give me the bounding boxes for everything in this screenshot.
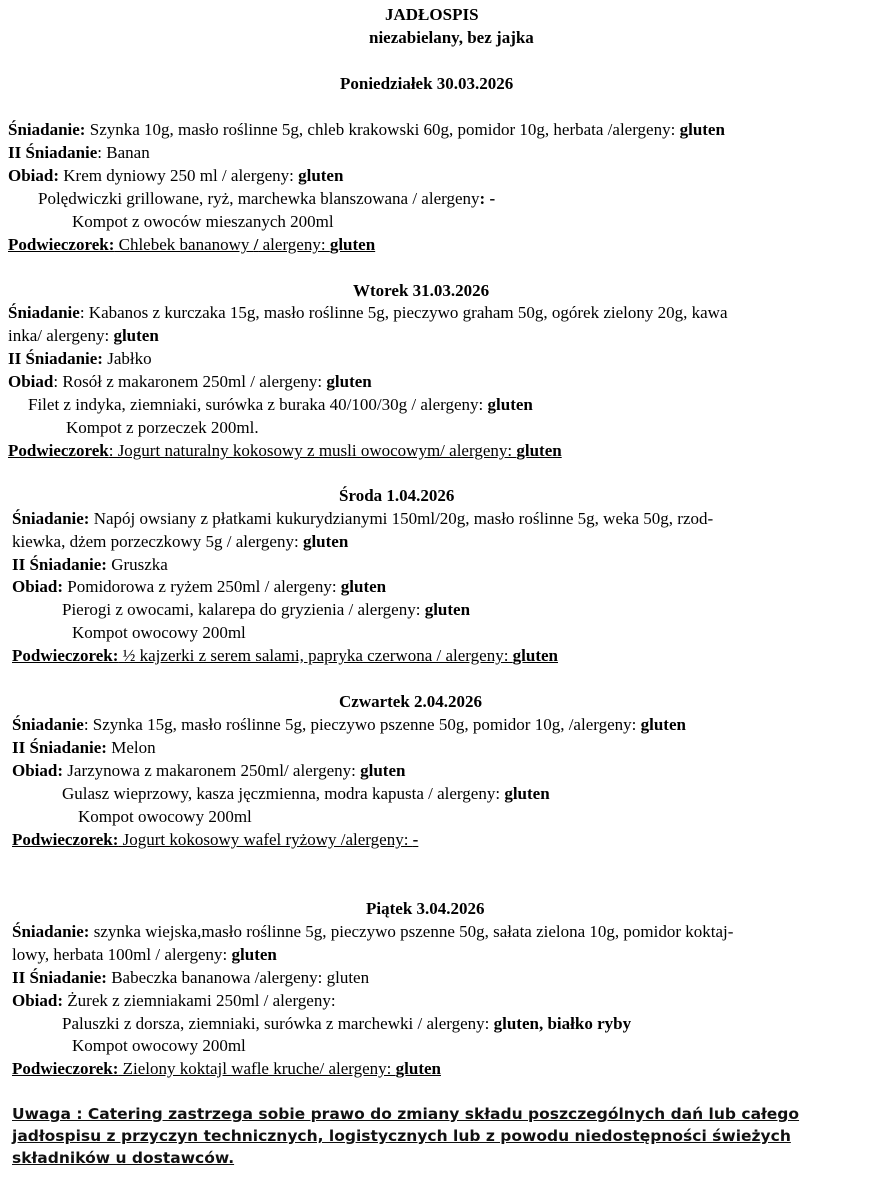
meal-label: Obiad [8,372,54,391]
meal-text: Jogurt kokosowy wafel ryżowy /alergeny: [118,830,413,849]
meal-text: Pomidorowa z ryżem 250ml / alergeny: [63,577,341,596]
menu-line [28,394,533,416]
allergen: gluten [326,372,372,391]
allergen: gluten [113,326,159,345]
menu-line [38,188,495,210]
meal-label: Obiad: [12,761,64,780]
allergen: gluten, białko ryby [493,1014,632,1033]
meal-text: Kompot owocowy 200ml [72,1036,246,1055]
meal-label: Podwieczorek: [8,235,115,254]
meal-text: : Jogurt naturalny kokosowy z musli owocowym/ alergeny: [108,441,517,460]
meal-text: Kompot owocowy 200ml [78,807,252,826]
menu-line [12,531,348,553]
meal-label: Obiad: [8,166,60,185]
meal-text: Pierogi z owocami, kalarepa do gryzienia / alergeny: [62,600,425,619]
meal-text: Szynka 10g, masło roślinne 5g, chleb krakowski 60g, pomidor 10g, herbata /alergeny: [85,120,680,139]
allergen: gluten [512,646,559,665]
menu-line [72,1035,246,1057]
meal-text: Kompot z porzeczek 200ml. [66,418,259,437]
meal-text: : Szynka 15g, masło roślinne 5g, pieczywo pszenne 50g, pomidor 10g, /alergeny: [83,715,641,734]
menu-line [8,142,150,164]
allergen: gluten [487,395,533,414]
meal-label: II Śniadanie: [12,555,107,574]
allergen: : - [479,189,496,208]
meal-text: Chlebek bananowy [114,235,254,254]
menu-line [12,645,558,667]
day-heading-thursday: Czwartek 2.04.2026 [339,692,483,711]
meal-label: Śniadanie: [8,120,86,139]
menu-line [12,1058,441,1080]
day-heading-wednesday: Środa 1.04.2026 [339,486,455,505]
meal-label: Obiad: [12,577,64,596]
meal-label: Śniadanie: [12,922,90,941]
meal-text: Gulasz wieprzowy, kasza jęczmienna, modra kapusta / alergeny: [62,784,505,803]
meal-text: kiewka, dżem porzeczkowy 5g / alergeny: [12,532,303,551]
menu-subtitle: niezabielany, bez jajka [369,28,534,47]
menu-line [8,440,562,462]
menu-title: JADŁOSPIS [385,5,479,24]
menu-line [12,967,369,989]
meal-text: Babeczka bananowa /alergeny: gluten [106,968,370,987]
meal-label: II Śniadanie [8,143,98,162]
meal-label: Obiad: [12,991,64,1010]
meal-text: Jarzynowa z makaronem 250ml/ alergeny: [63,761,361,780]
meal-text: : Banan [97,143,150,162]
meal-text: : Kabanos z kurczaka 15g, masło roślinne 5g, pieczywo graham 50g, ogórek zielony 20g, kawa [79,303,728,322]
meal-text: Kompot z owoców mieszanych 200ml [72,212,334,231]
menu-line [8,325,159,347]
menu-line [8,165,343,187]
menu-line [72,211,334,233]
allergen: gluten [679,120,725,139]
allergen: gluten [504,784,550,803]
meal-label: Śniadanie: [12,509,90,528]
meal-text: : Rosół z makaronem 250ml / alergeny: [53,372,327,391]
menu-line [12,714,686,736]
meal-label: Śniadanie [12,715,84,734]
meal-label: Podwieczorek [8,441,109,460]
meal-text: Jabłko [102,349,152,368]
allergen: gluten [640,715,686,734]
allergen: gluten [340,577,387,596]
menu-line [8,371,372,393]
menu-line [62,599,470,621]
meal-text: alergeny: [258,235,330,254]
meal-text: ½ kajzerki z serem salami, papryka czerwona / alergeny: [118,646,513,665]
meal-label: Podwieczorek: [12,646,119,665]
meal-text: szynka wiejska,masło roślinne 5g, pieczywo pszenne 50g, sałata zielona 10g, pomidor koktaj- [89,922,734,941]
notice-line: składników u dostawców. [12,1149,235,1167]
meal-text: Filet z indyka, ziemniaki, surówka z buraka 40/100/30g / alergeny: [28,395,488,414]
meal-text: Paluszki z dorsza, ziemniaki, surówka z marchewki / alergeny: [62,1014,494,1033]
menu-line [12,760,405,782]
menu-line [8,234,375,256]
menu-line [8,119,725,141]
allergen: gluten [360,761,406,780]
allergen: gluten [329,235,376,254]
catering-notice [12,1103,832,1169]
menu-line [12,990,336,1012]
meal-label: Podwieczorek: [12,830,119,849]
notice-line: Uwaga : Catering zastrzega sobie prawo do zmiany składu poszczególnych dań lub całego [12,1105,800,1123]
meal-text: Gruszka [106,555,168,574]
day-heading-monday: Poniedziałek 30.03.2026 [340,74,514,93]
meal-label: Podwieczorek: [12,1059,119,1078]
menu-line [62,783,550,805]
menu-line [66,417,259,439]
meal-label: II Śniadanie: [12,738,107,757]
allergen: / [253,235,259,254]
notice-line: jadłospisu z przyczyn technicznych, logistycznych lub z powodu niedostępności świeżych [12,1127,791,1145]
meal-text: Polędwiczki grillowane, ryż, marchewka blanszowana / alergeny [38,189,480,208]
menu-line [12,921,733,943]
allergen: gluten [302,532,349,551]
allergen: gluten [298,166,344,185]
allergen: gluten [424,600,471,619]
allergen: gluten [516,441,562,460]
menu-line [72,622,246,644]
allergen: gluten [395,1059,441,1078]
menu-line [12,944,277,966]
meal-text: Zielony koktajl wafle kruche/ alergeny: [118,1059,396,1078]
meal-text: Napój owsiany z płatkami kukurydzianymi 150ml/20g, masło roślinne 5g, weka 50g, rzod- [89,509,714,528]
day-heading-tuesday: Wtorek 31.03.2026 [353,281,490,300]
menu-line [12,508,713,530]
allergen: gluten [231,945,277,964]
meal-text: Żurek z ziemniakami 250ml / alergeny: [63,991,336,1010]
meal-label: II Śniadanie: [8,349,103,368]
menu-line [78,806,252,828]
meal-text: Krem dyniowy 250 ml / alergeny: [59,166,299,185]
menu-line [8,348,152,370]
meal-text: Kompot owocowy 200ml [72,623,246,642]
menu-line [8,302,728,324]
meal-text: lowy, herbata 100ml / alergeny: [12,945,232,964]
menu-line [62,1013,631,1035]
meal-label: Śniadanie [8,303,80,322]
menu-line [12,737,156,759]
meal-text: inka/ alergeny: [8,326,114,345]
menu-line [12,576,386,598]
meal-label: II Śniadanie: [12,968,107,987]
menu-line [12,554,168,576]
meal-text: Melon [106,738,156,757]
allergen: - [412,830,419,849]
day-heading-friday: Piątek 3.04.2026 [366,899,485,918]
menu-line [12,829,418,851]
